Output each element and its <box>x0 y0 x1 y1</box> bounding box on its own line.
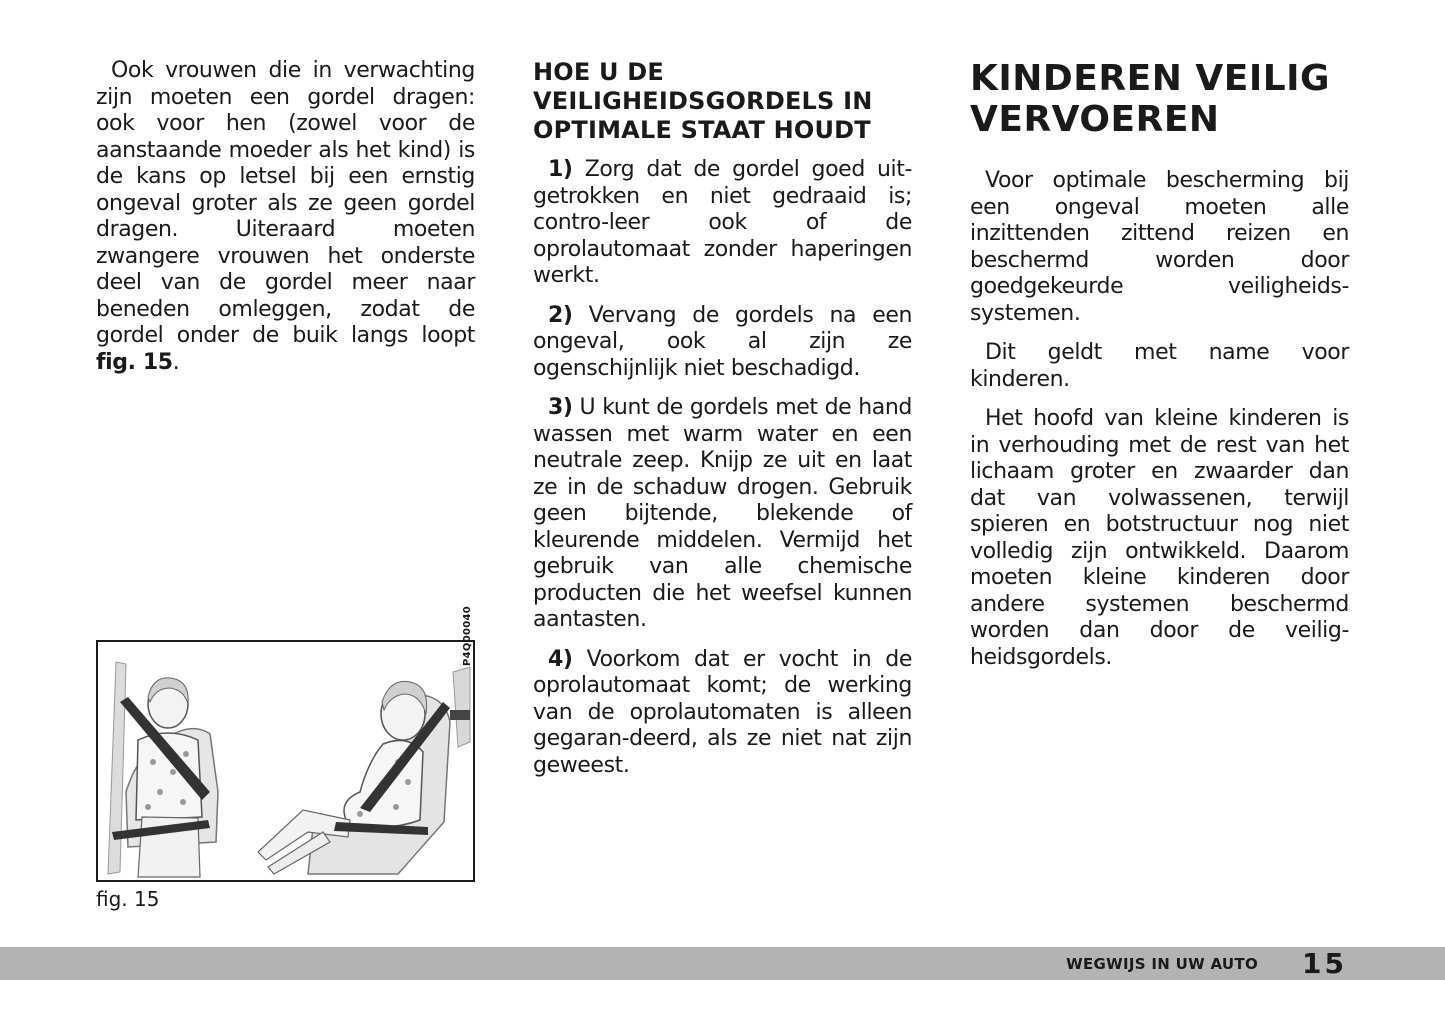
figure-code: P4Q00040 <box>462 606 473 666</box>
maintenance-item: 1) Zorg dat de gordel goed uit-getrokken en niet gedraaid is; contro-leer ook of de oprolautomaat zonder haperingen werkt. <box>533 157 913 288</box>
children-paragraph: Voor optimale bescherming bij een ongeval moeten alle inzittenden zittend reizen en beschermd worden door goedgekeurde veiligheids-systemen. <box>970 168 1349 326</box>
figure-15-illustration <box>96 640 475 882</box>
section-label: WEGWIJS IN UW AUTO <box>1066 955 1258 973</box>
maintenance-heading: HOE U DE VEILIGHEIDSGORDELS IN OPTIMALE STAAT HOUDT <box>533 58 873 144</box>
column-right <box>970 58 1349 684</box>
figure-caption: fig. 15 <box>96 887 160 911</box>
pregnancy-paragraph: Ook vrouwen die in verwachting zijn moeten een gordel dragen: ook voor hen (zowel voor de aanstaande moeder als het kind) is de kans op letsel bij een ernstig ongeval groter als ze geen gordel dragen. Uiteraard moeten zwangere vrouwen het onderste deel van de gordel meer naar beneden omleggen, zodat de gordel onder de buik langs loopt fig. 15. <box>96 58 475 375</box>
page-number: 15 <box>1302 947 1347 980</box>
column-left <box>96 58 475 389</box>
figure-reference[interactable]: fig. 15 <box>96 349 173 375</box>
maintenance-item: 3) U kunt de gordels met de hand wassen met warm water en een neutrale zeep. Knijp ze uit en laat ze in de schaduw drogen. Gebruik geen bijtende, blekende of kleurende middelen. Vermijd het gebruik van alle chemische producten die het weefsel kunnen aantasten. <box>533 395 912 632</box>
maintenance-item: 2) Vervang de gordels na een ongeval, ook al zijn ze ogenschijnlijk niet beschadigd. <box>533 302 913 381</box>
maintenance-item: 4) Voorkom dat er vocht in de oprolautomaat komt; de werking van de oprolautomaten is alleen gegaran-deerd, als ze niet nat zijn geweest. <box>533 646 913 778</box>
page-footer <box>0 947 1445 980</box>
children-paragraph: Het hoofd van kleine kinderen is in verhouding met de rest van het lichaam groter en zwaarder dan dat van volwassenen, terwijl spieren en botstructuur nog niet volledig zijn ontwikkeld. Daarom moeten kleine kinderen door andere systemen beschermd worden dan door de veilig-heidsgordels. <box>970 406 1349 670</box>
children-paragraph: Dit geldt met name voor kinderen. <box>970 340 1349 392</box>
section-title: KINDEREN VEILIG VERVOEREN <box>970 58 1331 140</box>
seatbelt-illustration <box>98 642 473 880</box>
column-middle <box>533 58 912 792</box>
